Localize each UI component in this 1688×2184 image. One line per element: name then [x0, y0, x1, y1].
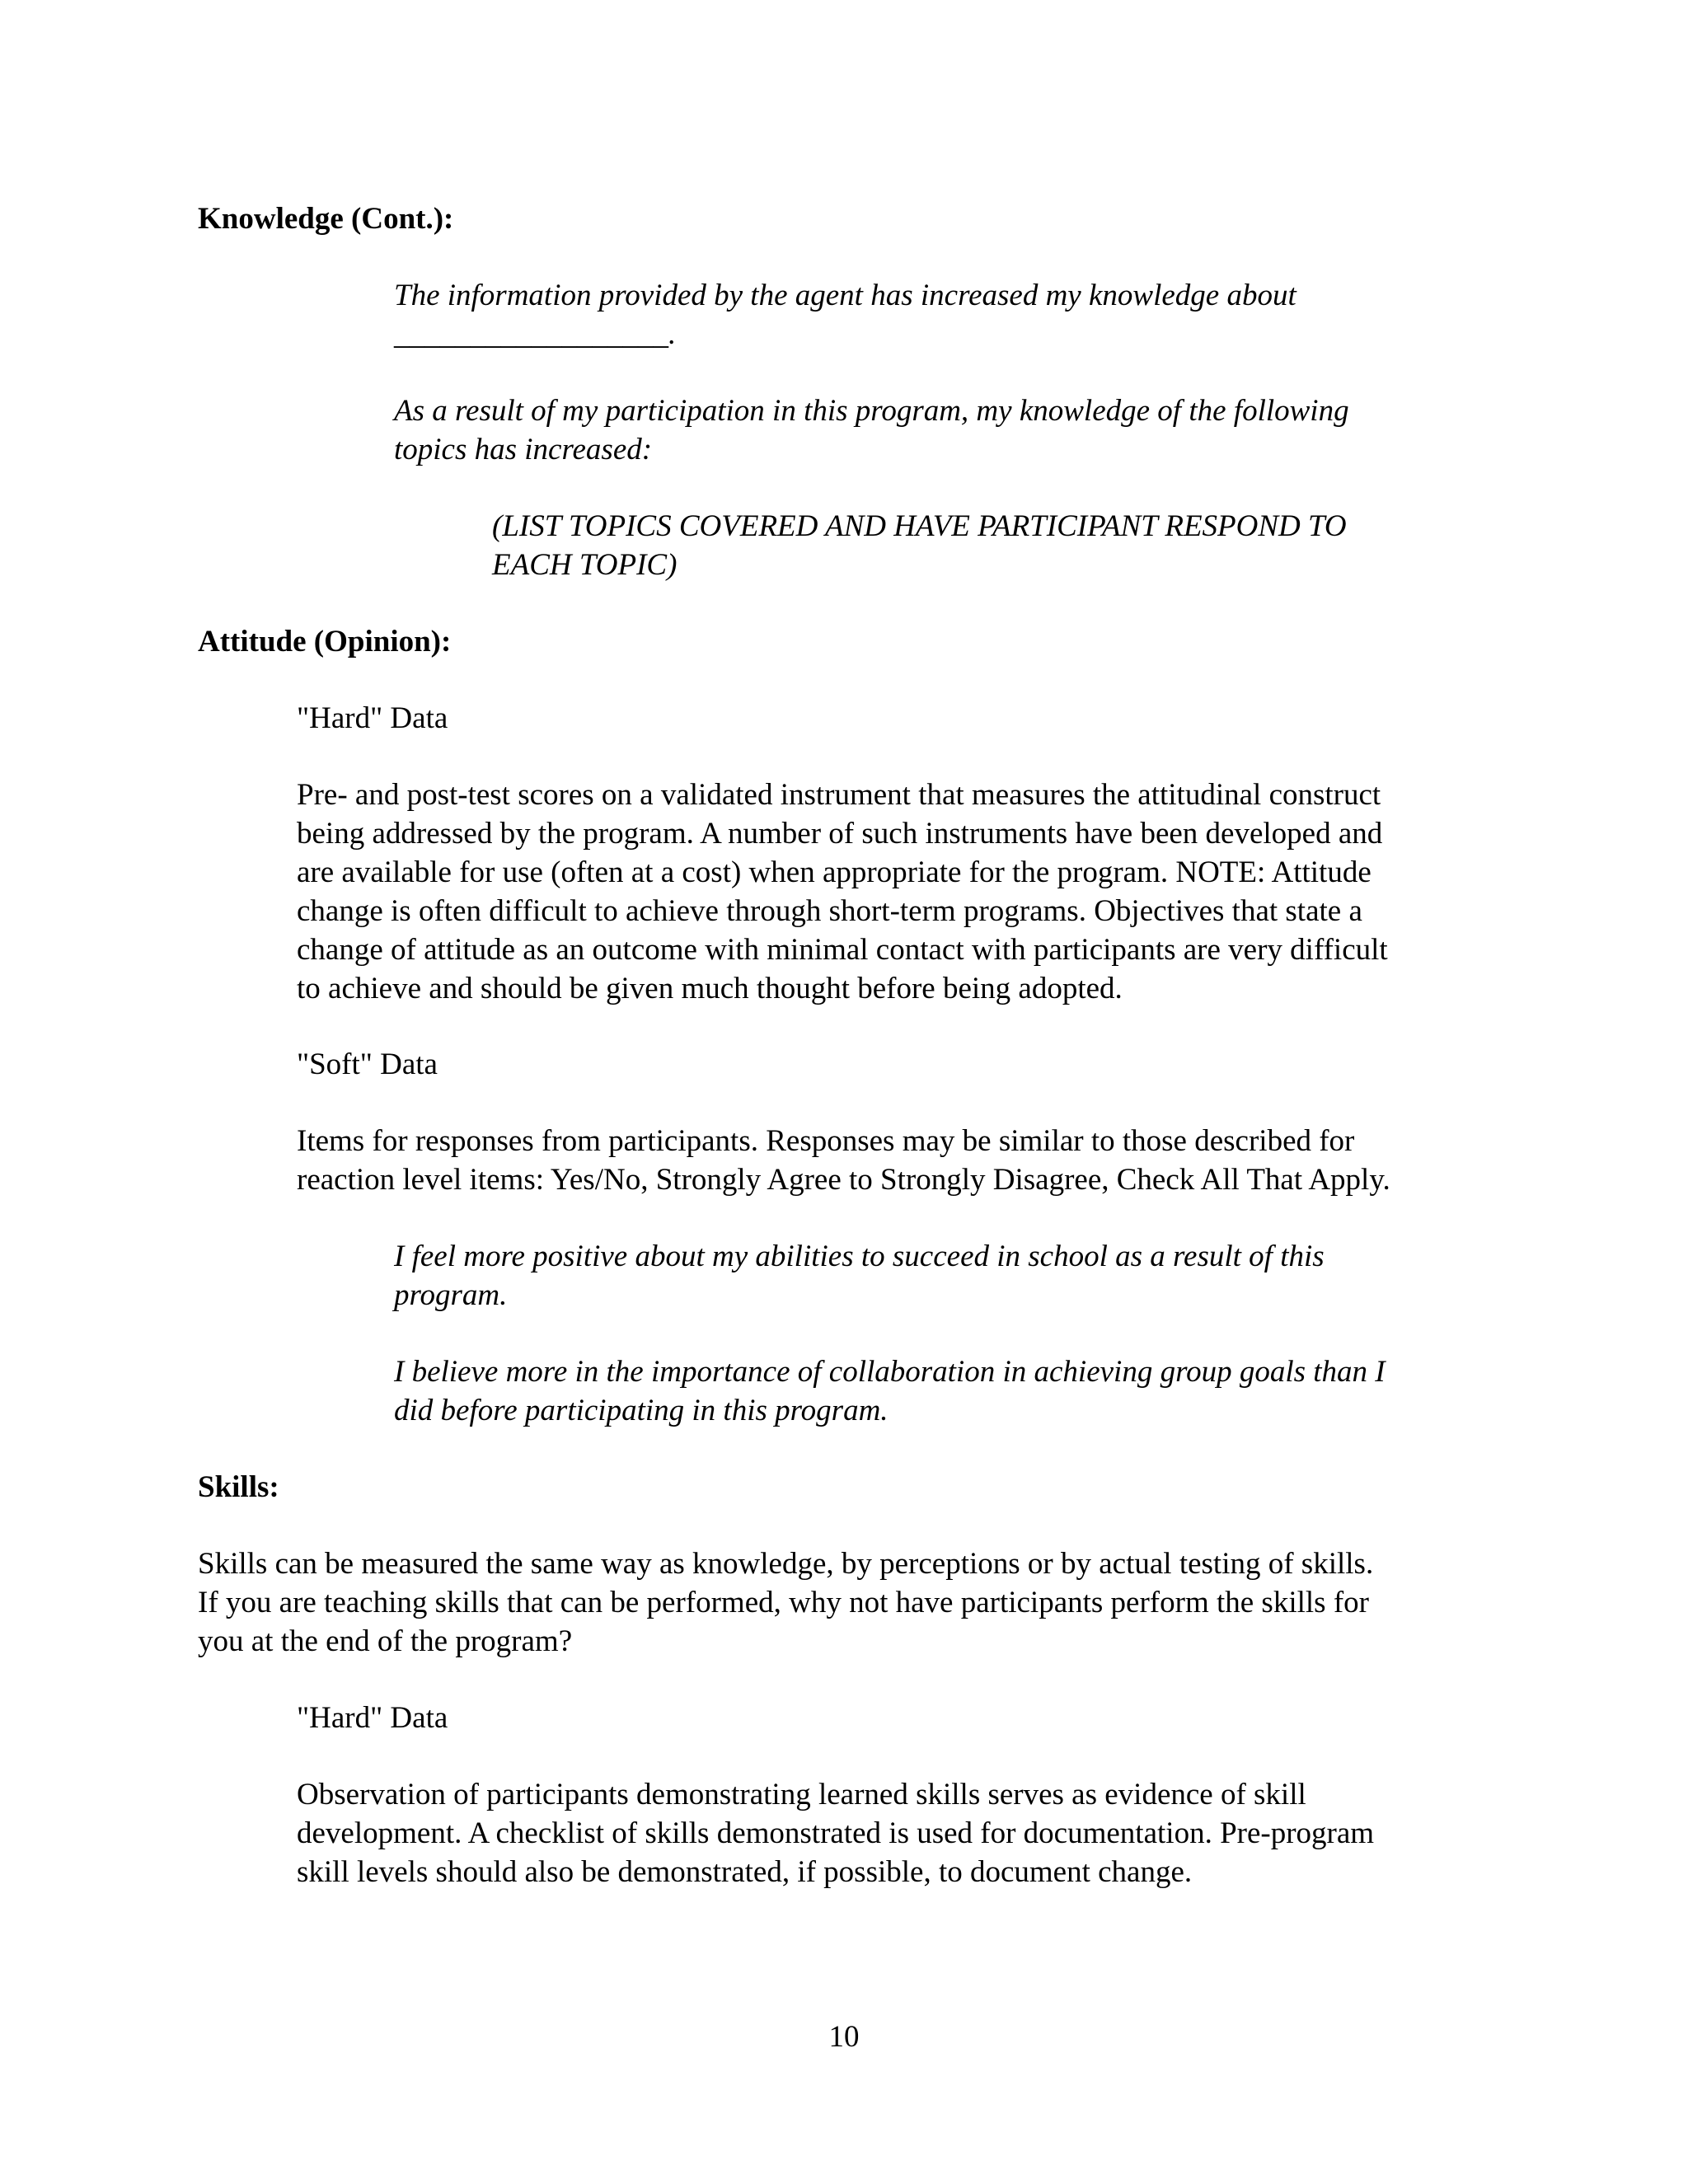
knowledge-example-2-line-2: topics has increased:	[394, 433, 653, 466]
knowledge-instruction	[492, 507, 1347, 584]
attitude-example-1	[394, 1237, 1325, 1315]
knowledge-example-2	[394, 391, 1349, 469]
attitude-hard-line-5: change of attitude as an outcome with minimal contact with participants are very difficult	[297, 933, 1388, 967]
knowledge-instruction-line-1: (LIST TOPICS COVERED AND HAVE PARTICIPANT RESPOND TO	[492, 509, 1347, 543]
attitude-example-1-line-2: program.	[394, 1278, 508, 1312]
attitude-soft-line-1: Items for responses from participants. Responses may be similar to those described for	[297, 1124, 1355, 1158]
attitude-soft-line-2: reaction level items: Yes/No, Strongly Agree to Strongly Disagree, Check All That Apply.	[297, 1163, 1390, 1197]
skills-intro-line-3: you at the end of the program?	[198, 1624, 573, 1658]
attitude-example-2-line-1: I believe more in the importance of collaboration in achieving group goals than I	[394, 1355, 1386, 1389]
skills-intro-line-1: Skills can be measured the same way as knowledge, by perceptions or by actual testing of skills.	[198, 1547, 1374, 1581]
skills-intro-line-2: If you are teaching skills that can be performed, why not have participants perform the skills for	[198, 1586, 1369, 1619]
skills-heading: Skills:	[198, 1470, 279, 1504]
attitude-example-1-line-1: I feel more positive about my abilities to succeed in school as a result of this	[394, 1240, 1325, 1273]
knowledge-example-1	[394, 276, 1296, 354]
attitude-hard-line-2: being addressed by the program. A number of such instruments have been developed and	[297, 817, 1383, 851]
attitude-example-2-line-2: did before participating in this program.	[394, 1394, 889, 1427]
knowledge-instruction-line-2: EACH TOPIC)	[492, 548, 678, 582]
knowledge-example-2-line-1: As a result of my participation in this program, my knowledge of the following	[394, 394, 1349, 428]
knowledge-example-1-line-1: The information provided by the agent has increased my knowledge about	[394, 279, 1296, 312]
attitude-hard-data-label: "Hard" Data	[297, 701, 448, 735]
knowledge-cont-heading: Knowledge (Cont.):	[198, 202, 454, 236]
skills-hard-data-label: "Hard" Data	[297, 1701, 448, 1735]
skills-hard-data-paragraph	[297, 1775, 1374, 1891]
attitude-heading: Attitude (Opinion):	[198, 625, 452, 658]
attitude-example-2	[394, 1352, 1386, 1430]
skills-intro-paragraph	[198, 1544, 1373, 1661]
skills-hard-line-2: development. A checklist of skills demonstrated is used for documentation. Pre-program	[297, 1816, 1375, 1850]
page-number: 10	[828, 2020, 860, 2054]
attitude-hard-line-3: are available for use (often at a cost) when appropriate for the program. NOTE: Attitude	[297, 855, 1372, 889]
attitude-hard-line-1: Pre- and post-test scores on a validated instrument that measures the attitudinal construct	[297, 778, 1381, 812]
attitude-soft-data-label: "Soft" Data	[297, 1047, 438, 1081]
attitude-soft-data-paragraph	[297, 1122, 1390, 1199]
attitude-hard-data-paragraph	[297, 776, 1388, 1008]
skills-hard-line-1: Observation of participants demonstrating learned skills serves as evidence of skill	[297, 1778, 1306, 1811]
skills-hard-line-3: skill levels should also be demonstrated, if possible, to document change.	[297, 1855, 1193, 1889]
attitude-hard-line-6: to achieve and should be given much thought before being adopted.	[297, 972, 1123, 1005]
knowledge-example-1-line-2: __________________.	[394, 317, 677, 351]
attitude-hard-line-4: change is often difficult to achieve through short-term programs. Objectives that state a	[297, 894, 1362, 928]
